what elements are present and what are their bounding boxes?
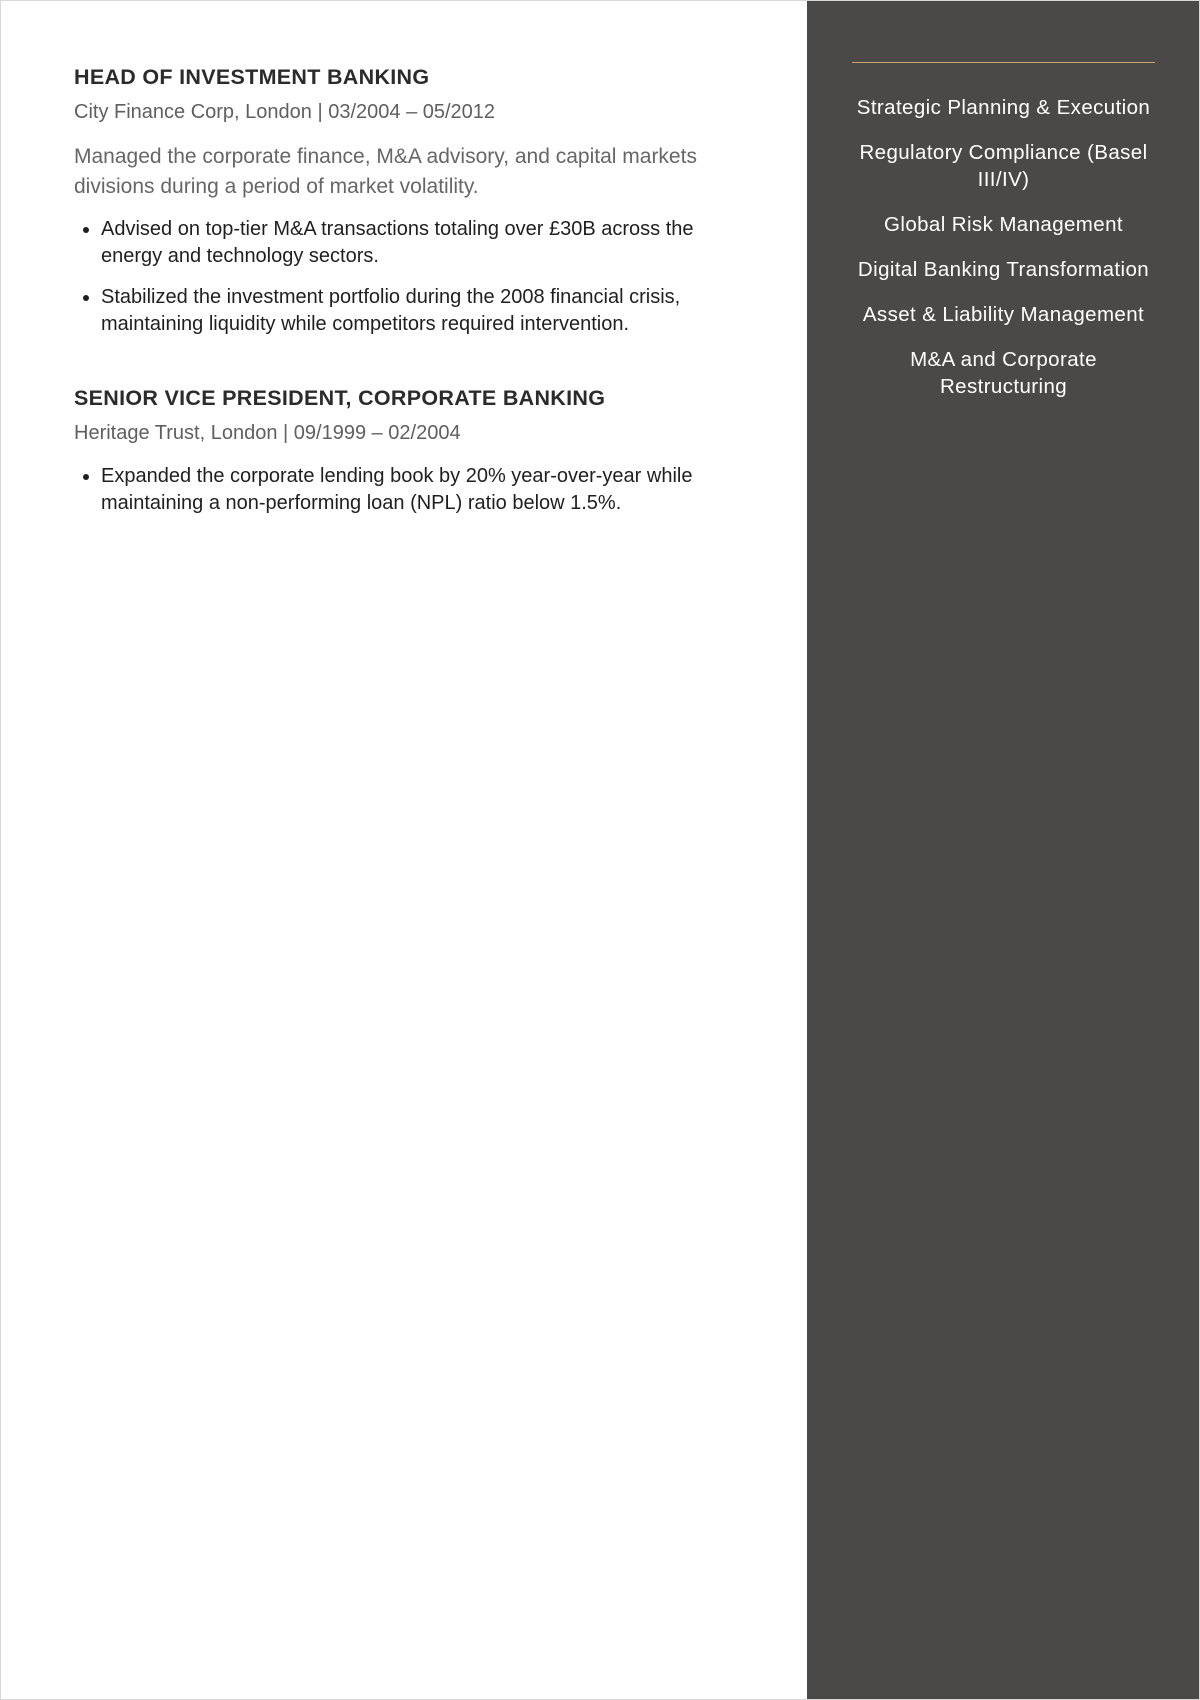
job-summary: Managed the corporate finance, M&A advisory, and capital markets divisions during a period of market volatility.: [74, 145, 697, 198]
job-title: HEAD OF INVESTMENT BANKING: [74, 65, 430, 89]
skill-item: Regulatory Compliance (Basel III/IV): [859, 141, 1148, 191]
skills-sidebar: [807, 1, 1199, 1699]
experience-section: [74, 63, 738, 563]
sidebar-divider: [852, 62, 1155, 63]
job-achievement: • Advised on top-tier M&A transactions totaling over £30B across the energy and technology sectors.: [101, 216, 738, 270]
job-entry-investment-banking: [74, 63, 738, 338]
job-achievement: • Expanded the corporate lending book by 20% year-over-year while maintaining a non-performing loan (NPL) ratio below 1.5%.: [101, 463, 738, 517]
skill-item: Digital Banking Transformation: [857, 258, 1150, 281]
skill-item: Asset & Liability Management: [862, 303, 1145, 326]
job-achievements-list: [74, 463, 738, 517]
job-company-dates: City Finance Corp, London | 03/2004 – 05/2012: [74, 101, 496, 123]
skills-list: [847, 94, 1160, 418]
job-company-dates: Heritage Trust, London | 09/1999 – 02/2004: [74, 422, 461, 444]
job-entry-corporate-banking: [74, 384, 738, 517]
job-title: SENIOR VICE PRESIDENT, CORPORATE BANKING: [74, 386, 606, 410]
skill-item: Global Risk Management: [884, 213, 1123, 236]
job-achievement: • Stabilized the investment portfolio during the 2008 financial crisis, maintaining liquidity while competitors required intervention.: [101, 284, 738, 338]
skill-item: M&A and Corporate Restructuring: [910, 348, 1097, 398]
skill-item: Strategic Planning & Execution: [856, 96, 1151, 119]
job-achievements-list: [74, 216, 738, 338]
